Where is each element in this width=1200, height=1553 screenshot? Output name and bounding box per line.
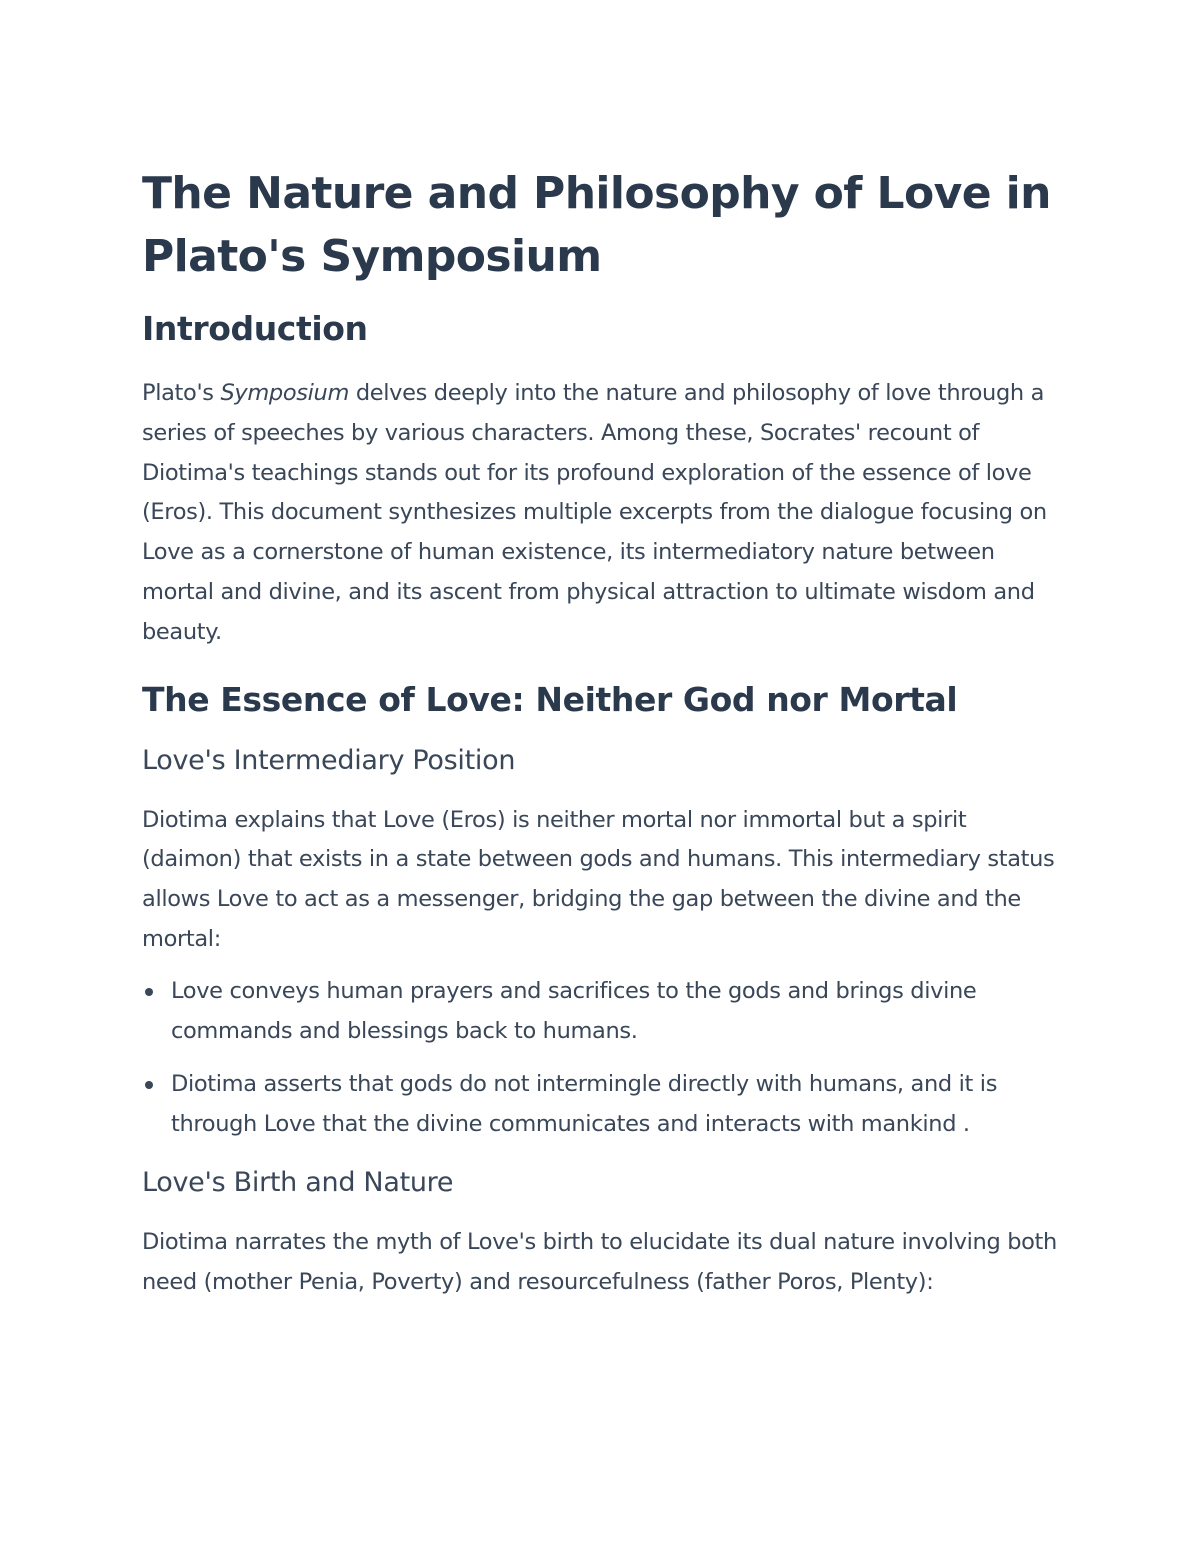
list-item-text: Love conveys human prayers and sacrifices to the gods and brings divine commands and blessings back to humans. <box>171 977 977 1044</box>
list-item <box>142 1065 1072 1145</box>
intermediary-bullet-list <box>142 972 1072 1145</box>
document-title: The Nature and Philosophy of Love in Plato's Symposium <box>142 168 1051 282</box>
intermediary-paragraph: Diotima explains that Love (Eros) is neither mortal nor immortal but a spirit (daimon) that exists in a state between gods and humans. This intermediary status allows Love to act as a messenger, bridging the gap between the divine and the mortal: <box>142 806 1055 952</box>
intro-text-emphasis: Symposium <box>220 380 350 406</box>
introduction-paragraph <box>142 374 1072 653</box>
section-heading-essence: The Essence of Love: Neither God nor Mortal <box>142 679 958 719</box>
intro-text-prefix: Plato's <box>142 380 221 406</box>
birth-paragraph: Diotima narrates the myth of Love's birth to elucidate its dual nature involving both need (mother Penia, Poverty) and resourcefulness (father Poros, Plenty): <box>142 1228 1057 1295</box>
bullet-dot-icon <box>145 988 153 996</box>
list-item-text: Diotima asserts that gods do not intermingle directly with humans, and it is through Love that the divine communicates and interacts with mankind . <box>171 1071 998 1138</box>
subsection-heading-intermediary: Love's Intermediary Position <box>142 744 516 776</box>
intro-text-rest: delves deeply into the nature and philosophy of love through a series of speeches by various characters. Among these, Socrates' recount of Diotima's teachings stands out for its profound exploration of the essence of love (Eros). This document synthesizes multiple excerpts from the dialogue focusing on Love as a cornerstone of human existence, its intermediatory nature between mortal and divine, and its ascent from physical attraction to ultimate wisdom and beauty. <box>142 380 1047 645</box>
list-item <box>142 972 1072 1052</box>
section-heading-introduction: Introduction <box>142 309 368 348</box>
bullet-dot-icon <box>145 1081 153 1089</box>
subsection-heading-birth: Love's Birth and Nature <box>142 1166 454 1198</box>
document-page <box>142 162 1072 1303</box>
